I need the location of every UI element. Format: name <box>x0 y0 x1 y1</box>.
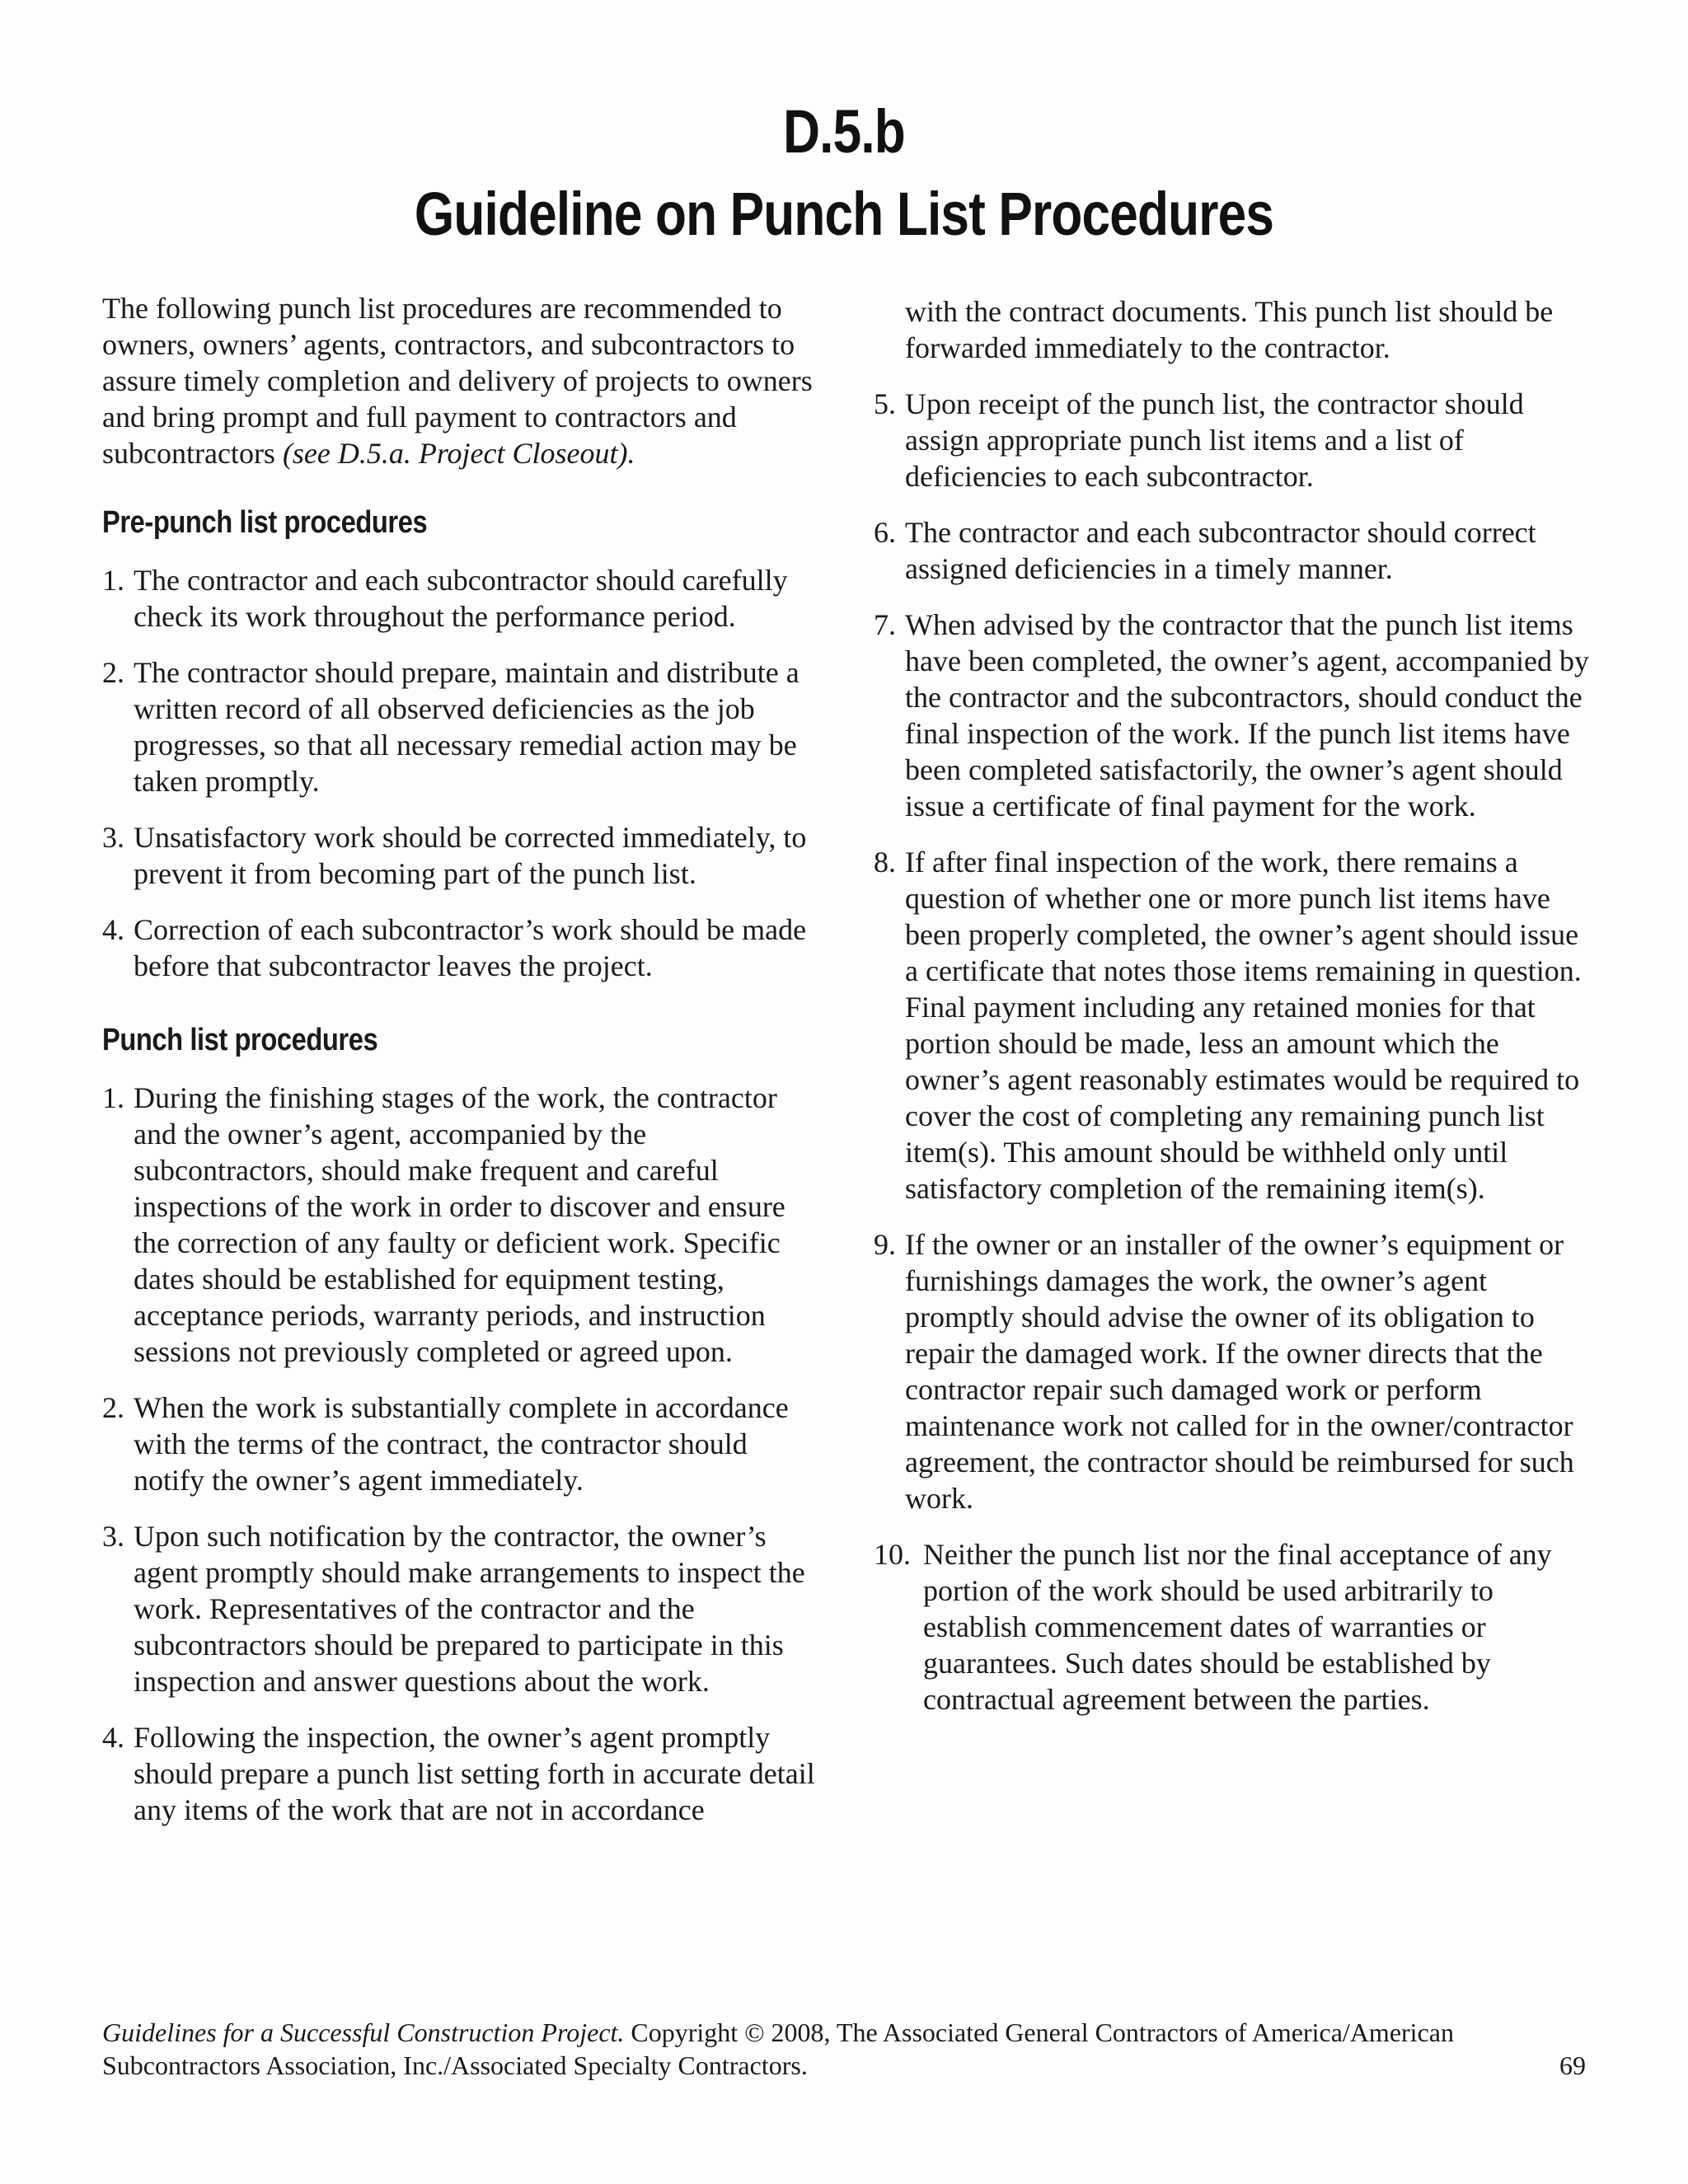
punch-list <box>102 1080 819 1828</box>
punch-list-continued <box>874 386 1591 1718</box>
page-footer <box>102 2016 1586 2082</box>
copyright-text: Copyright © 2008, The Associated General Contractors of America/American <box>624 2018 1454 2047</box>
item-text: Correction of each subcontractor’s work should be made before that subcontractor leaves the project. <box>134 913 807 982</box>
item-text: Unsatisfactory work should be corrected immediately, to prevent it from becoming part of the punch list. <box>134 821 807 890</box>
left-column <box>102 290 819 1828</box>
item-number: 2. <box>102 656 124 689</box>
item-text: The contractor should prepare, maintain and distribute a written record of all observed deficiencies as the job progresses, so that all necessary remedial action may be taken promptly. <box>134 656 799 798</box>
intro-paragraph <box>102 290 819 471</box>
item-text: Upon such notification by the contractor, the owner’s agent promptly should make arrangements to inspect the work. Representatives of the contractor and the subcontractors should be prepared to participate in this inspection and answer questions about the work. <box>134 1520 805 1698</box>
item-number: 2. <box>102 1391 124 1424</box>
pre-punch-heading: Pre-punch list procedures <box>102 505 428 540</box>
page-number: 69 <box>1559 2050 1586 2080</box>
item-text: If the owner or an installer of the owner’s equipment or furnishings damages the work, the owner’s agent promptly should advise the owner of its obligation to repair the damaged work. If the owner directs that the contractor repair such damaged work or perform maintenance work not called for in the owner/contractor agreement, the contractor should be reimbursed for such work. <box>905 1228 1574 1515</box>
list-item <box>874 1536 1591 1718</box>
item-number: 7. <box>874 608 896 641</box>
item-text: When the work is substantially complete in accordance with the terms of the contract, the contractor should notify the owner’s agent immediately. <box>134 1391 789 1497</box>
item-text: The contractor and each subcontractor should carefully check its work throughout the performance period. <box>134 564 788 633</box>
item-text: When advised by the contractor that the punch list items have been completed, the owner’s agent, accompanied by the contractor and the subcontractors, should conduct the final inspection of the work. If the punch list items have been completed satisfactorily, the owner’s agent should issue a certificate of final payment for the work. <box>905 608 1590 823</box>
list-item <box>874 386 1591 494</box>
item-number: 10. <box>874 1538 911 1571</box>
list-item <box>102 654 819 799</box>
item-number: 4. <box>102 1721 124 1754</box>
item-number: 3. <box>102 821 124 854</box>
list-item <box>874 514 1591 587</box>
item-text: Neither the punch list nor the final acceptance of any portion of the work should be used arbitrarily to establish commencement dates of warranties or guarantees. Such dates should be established by contractual agreement between the parties. <box>923 1538 1552 1716</box>
item-number: 5. <box>874 387 896 420</box>
item-text: Upon receipt of the punch list, the contractor should assign appropriate punch list items and a list of deficiencies to each subcontractor. <box>905 387 1524 493</box>
item-text: The contractor and each subcontractor should correct assigned deficiencies in a timely manner. <box>905 516 1536 585</box>
item-number: 1. <box>102 1081 124 1114</box>
footer-line-1 <box>102 2016 1586 2049</box>
copyright-text-2: Subcontractors Association, Inc./Associated Specialty Contractors. <box>102 2050 808 2080</box>
item-number: 9. <box>874 1228 896 1261</box>
item-text: If after final inspection of the work, there remains a question of whether one or more punch list items have been properly completed, the owner’s agent should issue a certificate that notes those items remaining in question. Final payment including any retained monies for that portion should be made, less an amount which the owner’s agent reasonably estimates would be required to cover the cost of completing any remaining punch list item(s). This amount should be withheld only until satisfactory completion of the remaining item(s). <box>905 846 1582 1205</box>
list-item <box>102 912 819 984</box>
list-item <box>102 819 819 892</box>
list-item <box>102 1518 819 1699</box>
list-item <box>874 607 1591 824</box>
publication-title: Guidelines for a Successful Construction Project. <box>102 2018 625 2047</box>
title-block <box>135 91 1553 255</box>
page-title: Guideline on Punch List Procedures <box>414 180 1274 248</box>
list-item <box>102 1390 819 1498</box>
right-column <box>874 293 1591 1718</box>
list-item <box>874 844 1591 1207</box>
list-item-continuation <box>874 293 1591 366</box>
item-number: 4. <box>102 913 124 946</box>
item-text: Following the inspection, the owner’s agent promptly should prepare a punch list setting forth in accurate detail any items of the work that are not in accordance <box>134 1721 815 1826</box>
intro-reference: (see D.5.a. Project Closeout). <box>282 437 635 470</box>
list-item <box>102 1719 819 1828</box>
section-code: D.5.b <box>783 97 905 166</box>
item-number: 1. <box>102 564 124 597</box>
punch-heading: Punch list procedures <box>102 1023 378 1057</box>
item-text: with the contract documents. This punch list should be forwarded immediately to the contractor. <box>905 295 1554 364</box>
list-item <box>874 1226 1591 1516</box>
list-item <box>102 1080 819 1370</box>
item-number: 3. <box>102 1520 124 1553</box>
item-text: During the finishing stages of the work, the contractor and the owner’s agent, accompanied by the subcontractors, should make frequent and careful inspections of the work in order to discover and ensure the correction of any faulty or deficient work. Specific dates should be established for equipment testing, acceptance periods, warranty periods, and instruction sessions not previously completed or agreed upon. <box>134 1081 785 1368</box>
pre-punch-list <box>102 562 819 984</box>
footer-line-2 <box>102 2049 1586 2082</box>
list-item <box>102 562 819 635</box>
item-number: 8. <box>874 846 896 879</box>
item-number: 6. <box>874 516 896 549</box>
intro-text: The following punch list procedures are recommended to owners, owners’ agents, contractors, and subcontractors to assure timely completion and delivery of projects to owners and bring prompt and full payment to contractors and subcontractors <box>102 292 813 470</box>
